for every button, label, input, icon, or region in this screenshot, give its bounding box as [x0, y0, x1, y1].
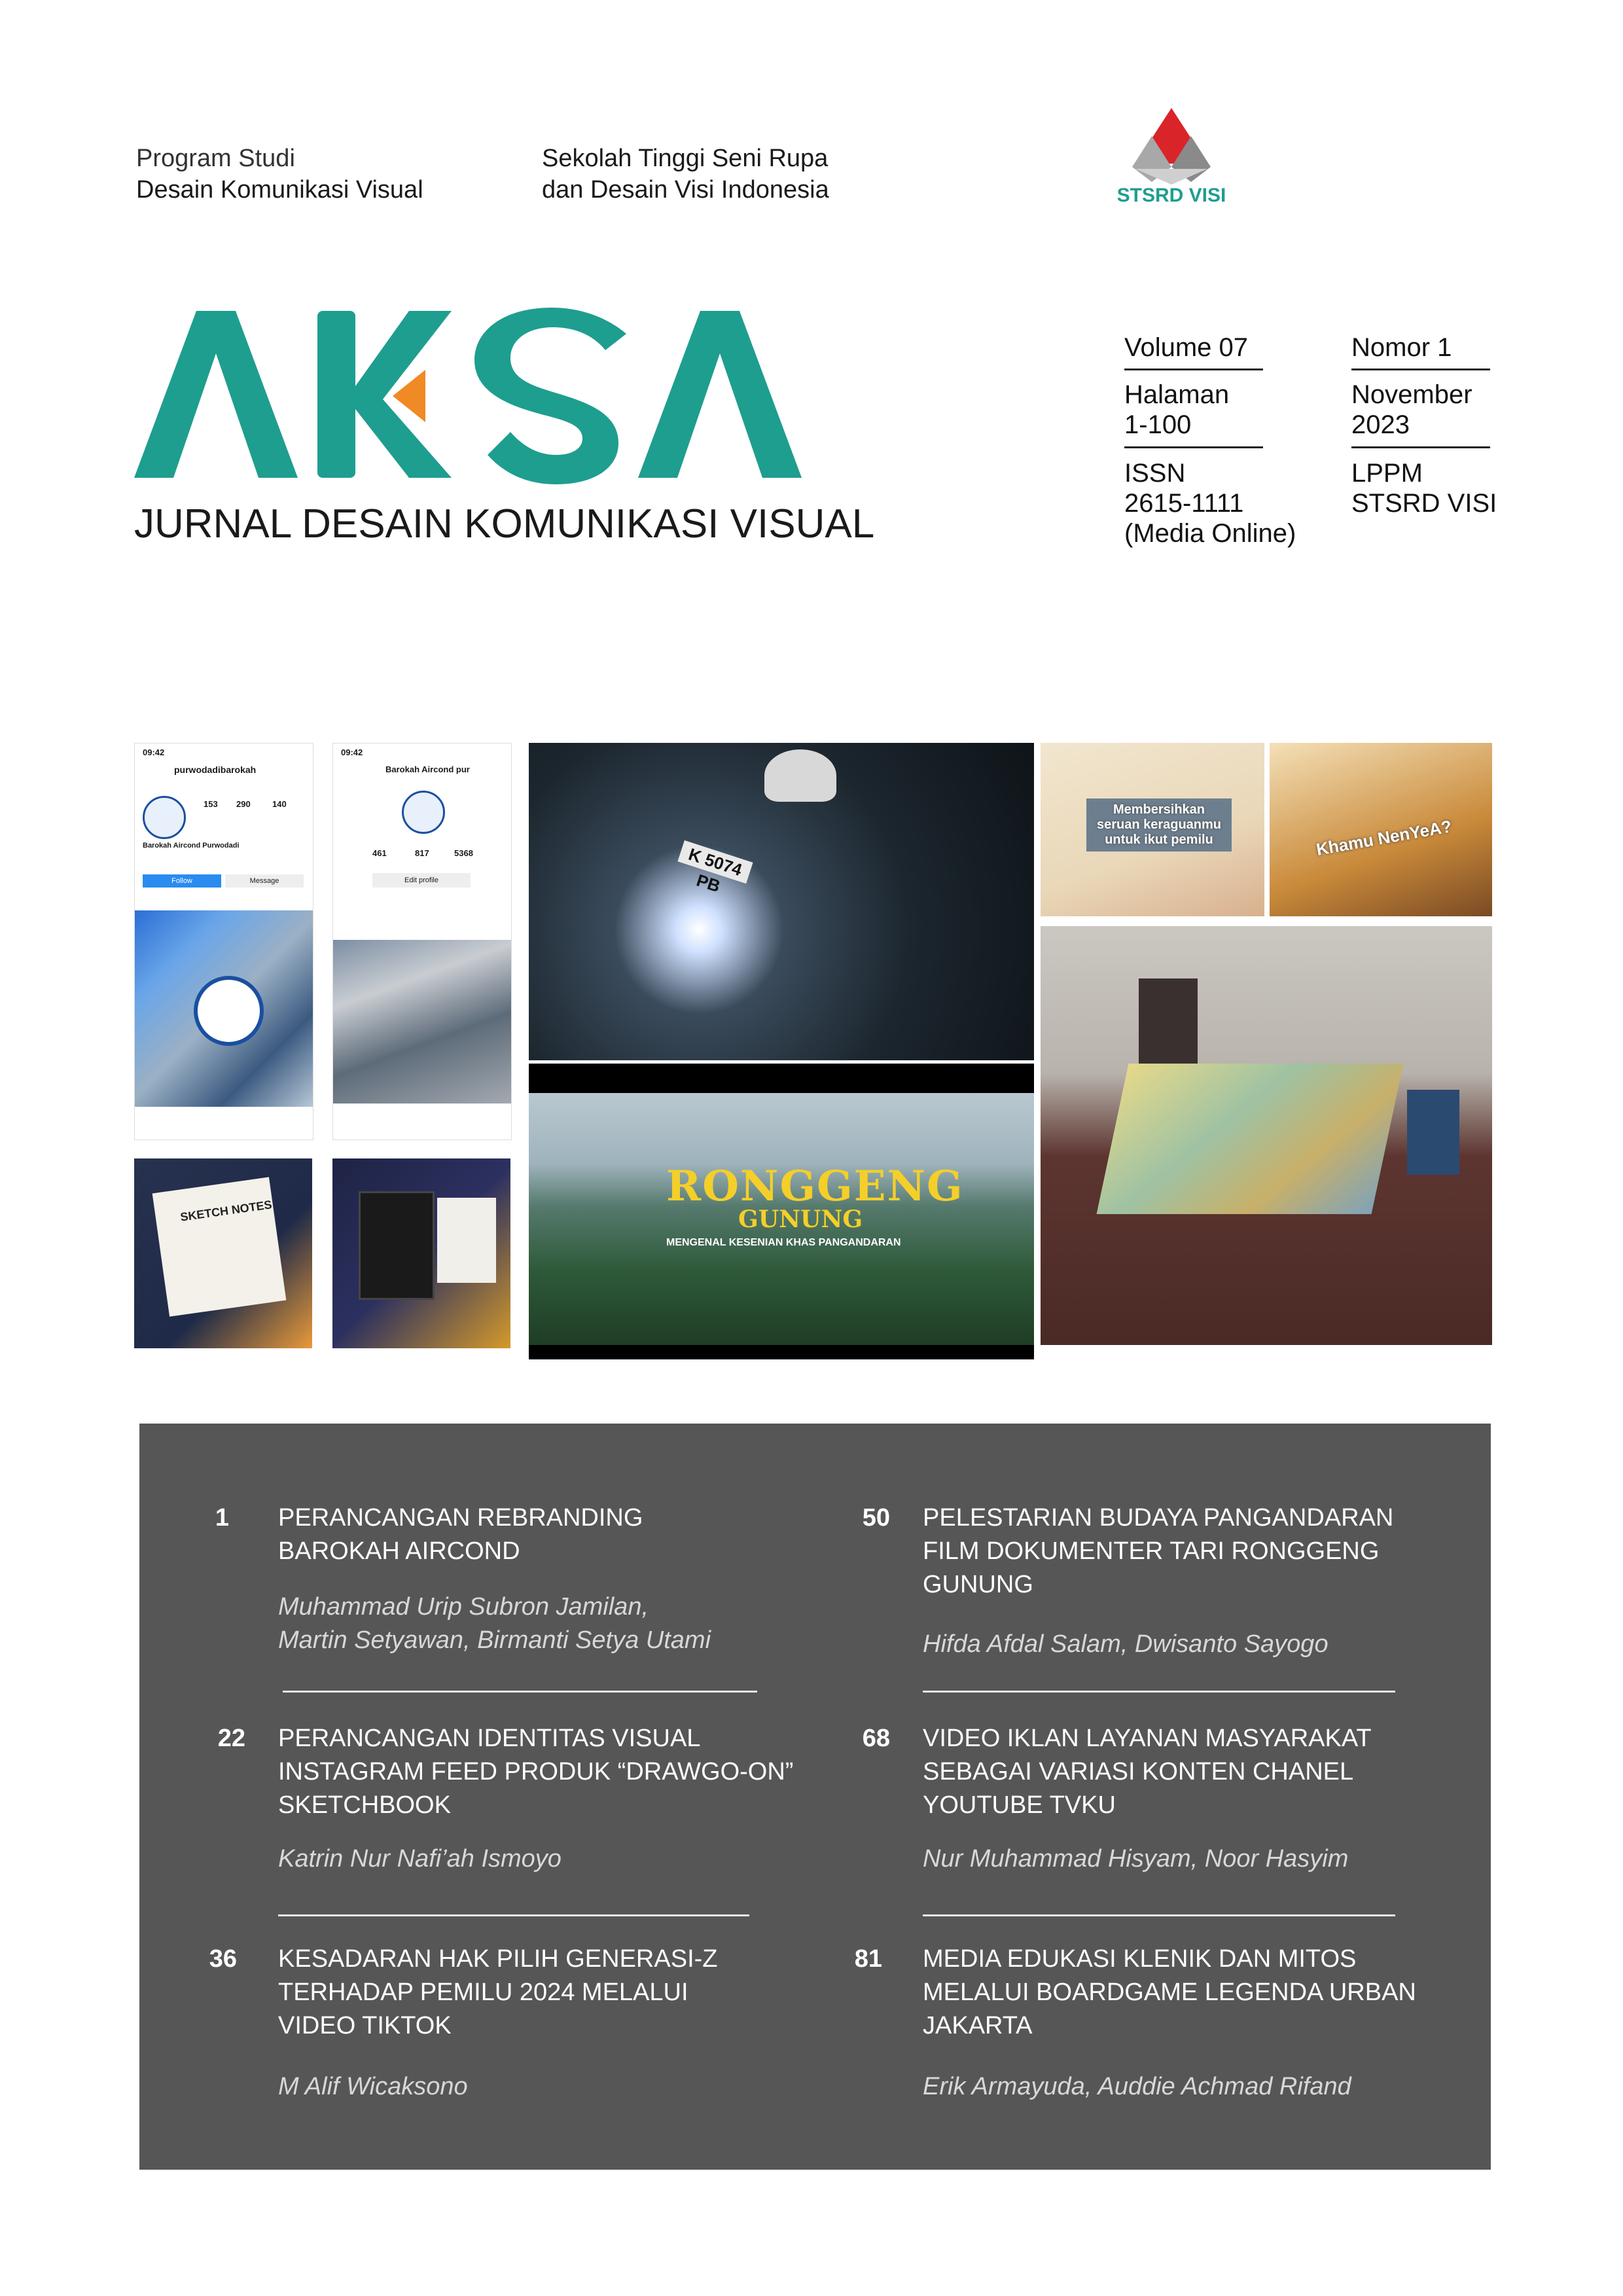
school-line2: dan Desain Visi Indonesia — [542, 176, 829, 204]
ronggeng-title: RONGGENG — [666, 1162, 964, 1211]
game-box — [1139, 978, 1198, 1064]
message-button: Message — [225, 874, 304, 888]
halaman — [1124, 380, 1229, 440]
journal-subtitle: JURNAL DESAIN KOMUNIKASI VISUAL — [134, 501, 875, 547]
meta-rule — [1351, 368, 1490, 370]
toc-title — [278, 1501, 643, 1568]
bulan: November — [1351, 380, 1472, 409]
school-line1: Sekolah Tinggi Seni Rupa — [542, 145, 829, 172]
toc-page-number: 36 — [209, 1945, 237, 1973]
toc-authors — [923, 2070, 1351, 2104]
ronggeng-caption: MENGENAL KESENIAN KHAS PANGANDARAN — [666, 1237, 901, 1248]
toc-author-line: Martin Setyawan, Birmanti Setya Utami — [278, 1626, 711, 1654]
sketch-label: SKETCH NOTES — [179, 1198, 273, 1224]
meta-rule — [1124, 446, 1263, 448]
toc-page-number: 50 — [862, 1504, 890, 1532]
toc-title — [278, 1943, 718, 2043]
sketchbook-photo-1 — [134, 1158, 312, 1348]
toc-title-line: PERANCANGAN IDENTITAS VISUAL — [278, 1725, 701, 1752]
toc-author-line: Muhammad Urip Subron Jamilan, — [278, 1593, 649, 1621]
toc-page-number: 81 — [854, 1945, 882, 1973]
boardgame-photo — [1041, 926, 1492, 1345]
toc-title-line: VIDEO TIKTOK — [278, 2012, 452, 2039]
halaman-value: 1-100 — [1124, 410, 1192, 439]
ig-name: Barokah Aircond Purwodadi — [143, 842, 240, 850]
toc-author-line: Erik Armayuda, Auddie Achmad Rifand — [923, 2073, 1351, 2100]
toc-title-line: PELESTARIAN BUDAYA PANGANDARAN — [923, 1504, 1394, 1532]
meta-rule — [1351, 446, 1490, 448]
toc-divider — [923, 1914, 1395, 1916]
publisher-line2: STSRD VISI — [1351, 489, 1497, 518]
program-line2: Desain Komunikasi Visual — [136, 176, 423, 204]
toc-title-line: SKETCHBOOK — [278, 1791, 451, 1819]
toc-title-line: JAKARTA — [923, 2012, 1033, 2039]
sketch-card — [437, 1198, 496, 1283]
tanggal — [1351, 380, 1472, 440]
info-stand — [1407, 1090, 1459, 1175]
toc-page-number: 68 — [862, 1725, 890, 1752]
publisher — [1351, 458, 1497, 518]
toc-title-line: SEBAGAI VARIASI KONTEN CHANEL — [923, 1758, 1354, 1785]
toc-title-line: BAROKAH AIRCOND — [278, 1537, 520, 1565]
toc-authors — [278, 1842, 562, 1876]
helmet — [764, 749, 836, 802]
issn-label: ISSN — [1124, 459, 1186, 488]
toc-divider — [283, 1691, 757, 1693]
brand-logo-icon — [194, 976, 264, 1046]
ronggeng-gunung-still — [529, 1093, 1034, 1345]
toc-title-line: FILM DOKUMENTER TARI RONGGENG — [923, 1537, 1380, 1565]
toc-author-line: Nur Muhammad Hisyam, Noor Hasyim — [923, 1845, 1349, 1873]
motorcycle-film-still — [529, 743, 1034, 1060]
issn-value: 2615-1111 — [1124, 489, 1244, 518]
ronggeng-sub: GUNUNG — [738, 1206, 863, 1233]
volume: Volume 07 — [1124, 333, 1249, 362]
ig-handle: Barokah Aircond pur — [385, 764, 470, 774]
program-studi — [136, 143, 423, 206]
toc-divider — [923, 1691, 1395, 1693]
license-plate: K 5074 PB — [677, 840, 753, 884]
letterbox-bar — [529, 1345, 1034, 1359]
tahun: 2023 — [1351, 410, 1410, 439]
publisher-line1: LPPM — [1351, 459, 1423, 488]
following-count: 140 — [272, 799, 287, 809]
comic-text-2: Khamu NenYeA? — [1314, 816, 1454, 859]
issn — [1124, 458, 1296, 548]
edit-profile-button: Edit profile — [372, 873, 471, 888]
toc-title-line: MELALUI BOARDGAME LEGENDA URBAN — [923, 1979, 1416, 2006]
ig-handle: purwodadibarokah — [174, 764, 257, 775]
avatar — [143, 796, 186, 839]
toc-author-line: M Alif Wicaksono — [278, 2073, 468, 2100]
program-line1: Program Studi — [136, 145, 295, 172]
following-count: 5368 — [454, 848, 473, 858]
ig-feed-grid — [333, 940, 511, 1103]
logo-text: STSRD VISI — [1116, 185, 1226, 206]
avatar — [402, 791, 445, 834]
toc-divider — [278, 1914, 749, 1916]
toc-title-line: TERHADAP PEMILU 2024 MELALUI — [278, 1979, 688, 2006]
followers-count: 817 — [415, 848, 429, 858]
comic-panel-2 — [1270, 743, 1492, 916]
stsrd-visi-logo — [1106, 105, 1237, 209]
comic-panel-1 — [1041, 743, 1264, 916]
game-board — [1097, 1064, 1404, 1214]
comic-text-1: Membersihkan seruan keraguanmu untuk ikut pemilu — [1086, 798, 1232, 852]
nomor: Nomor 1 — [1351, 333, 1452, 362]
issn-note: (Media Online) — [1124, 519, 1296, 548]
sketchbook-photo-2 — [332, 1158, 510, 1348]
black-notebook — [359, 1191, 435, 1300]
school-name — [542, 143, 829, 206]
toc-title-line: PERANCANGAN REBRANDING — [278, 1504, 643, 1532]
aksa-wordmark — [134, 298, 815, 494]
letterbox-bar — [529, 1064, 1034, 1093]
toc-authors — [278, 2070, 468, 2104]
toc-title-line: KESADARAN HAK PILIH GENERASI-Z — [278, 1945, 718, 1973]
instagram-screenshot-2 — [332, 743, 512, 1140]
toc-author-line: Hifda Afdal Salam, Dwisanto Sayogo — [923, 1630, 1329, 1658]
toc-title — [923, 1501, 1393, 1602]
halaman-label: Halaman — [1124, 380, 1230, 409]
instagram-screenshot-1 — [134, 743, 313, 1140]
toc-title — [923, 1722, 1372, 1822]
toc-title — [278, 1722, 793, 1822]
posts-count: 153 — [204, 799, 218, 809]
toc-title — [923, 1943, 1416, 2043]
follow-button: Follow — [143, 874, 221, 888]
toc-page-number: 1 — [215, 1504, 229, 1532]
toc-author-line: Katrin Nur Nafi’ah Ismoyo — [278, 1845, 562, 1873]
toc-authors — [923, 1628, 1329, 1661]
toc-title-line: GUNUNG — [923, 1571, 1033, 1598]
phone-time: 09:42 — [143, 747, 165, 757]
meta-rule — [1124, 368, 1263, 370]
toc-title-line: VIDEO IKLAN LAYANAN MASYARAKAT — [923, 1725, 1372, 1752]
followers-count: 290 — [236, 799, 251, 809]
toc-title-line: INSTAGRAM FEED PRODUK “DRAWGO-ON” — [278, 1758, 794, 1785]
phone-time: 09:42 — [341, 747, 363, 757]
toc-page-number: 22 — [217, 1725, 245, 1752]
toc-title-line: MEDIA EDUKASI KLENIK DAN MITOS — [923, 1945, 1357, 1973]
posts-count: 461 — [372, 848, 387, 858]
toc-authors — [278, 1590, 711, 1657]
toc-authors — [923, 1842, 1348, 1876]
toc-title-line: YOUTUBE TVKU — [923, 1791, 1116, 1819]
